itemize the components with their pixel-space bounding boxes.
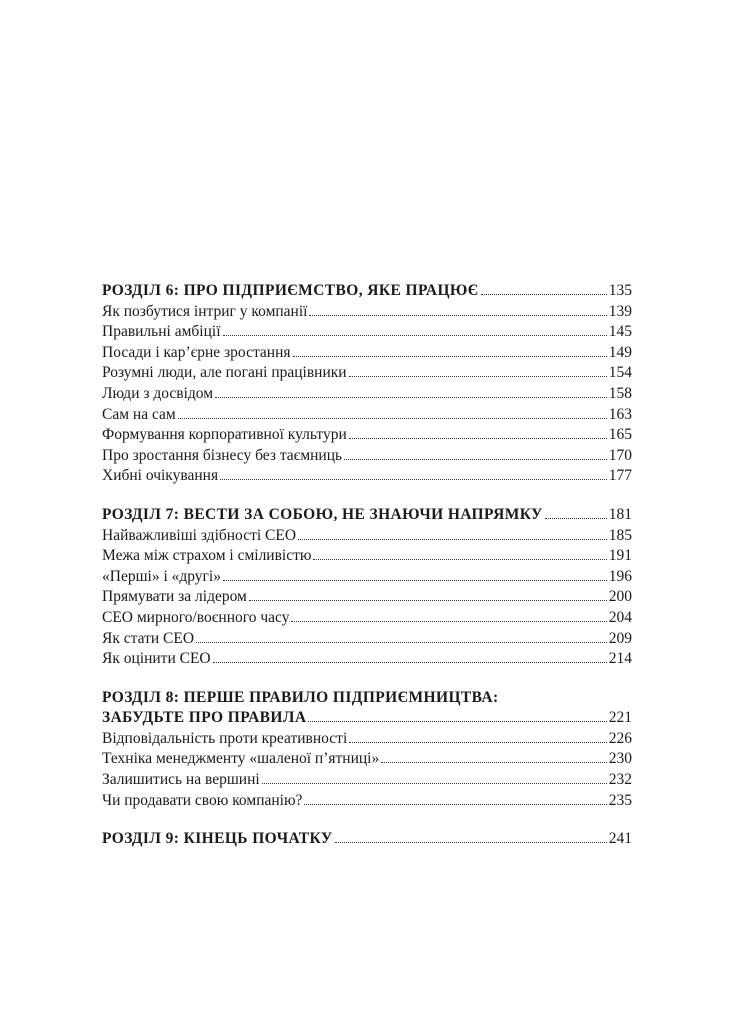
toc-entry[interactable] <box>102 770 632 791</box>
entry-title: Як позбутися інтриг у компанії <box>102 302 308 320</box>
page-number: 232 <box>608 771 632 789</box>
page-number: 185 <box>608 526 632 544</box>
page-number: 214 <box>608 650 632 668</box>
toc-entry[interactable] <box>102 729 632 750</box>
entry-title: Відповідальність проти креативності <box>102 729 348 747</box>
entry-title: Сам на сам <box>102 405 176 423</box>
toc-entry[interactable] <box>102 322 632 343</box>
page-number: 158 <box>608 384 632 402</box>
page-number: 221 <box>608 709 632 727</box>
toc-entry[interactable] <box>102 587 632 608</box>
dot-leader <box>344 459 607 460</box>
page-number: 135 <box>608 282 632 299</box>
entry-title: «Перші» і «другі» <box>102 567 221 585</box>
dot-leader <box>215 397 607 398</box>
chapter-heading[interactable] <box>102 708 632 729</box>
toc-entry[interactable] <box>102 343 632 364</box>
toc-entry[interactable] <box>102 791 632 812</box>
page-number: 191 <box>608 547 632 565</box>
toc-entry[interactable] <box>102 546 632 567</box>
toc-entry[interactable] <box>102 405 632 426</box>
dot-leader <box>178 418 607 419</box>
page-number: 145 <box>608 323 632 341</box>
page-number: 139 <box>608 302 632 320</box>
page-number: 165 <box>608 426 632 444</box>
chapter-heading[interactable] <box>102 829 632 850</box>
chapter-heading-line1[interactable] <box>102 688 632 709</box>
entry-title: Як оцінити CEO <box>102 650 211 668</box>
entry-title: Люди з досвідом <box>102 384 214 402</box>
dot-leader <box>349 742 607 743</box>
toc-entry[interactable] <box>102 608 632 629</box>
dot-leader <box>196 642 607 643</box>
toc-entry[interactable] <box>102 526 632 547</box>
chapter-title: РОЗДІЛ 7: ВЕСТИ ЗА СОБОЮ, НЕ ЗНАЮЧИ НАПРЯМКУ <box>102 505 543 523</box>
chapter-heading[interactable] <box>102 505 632 526</box>
dot-leader <box>481 294 607 295</box>
toc-entry[interactable] <box>102 363 632 384</box>
page-number: 209 <box>608 629 632 647</box>
dot-leader <box>291 621 606 622</box>
chapter-heading[interactable] <box>102 281 632 302</box>
entry-title: Посади і кар’єрне зростання <box>102 343 291 361</box>
chapter-title: РОЗДІЛ 9: КІНЕЦЬ ПОЧАТКУ <box>102 830 333 848</box>
page-number: 177 <box>608 467 632 485</box>
dot-leader <box>220 479 607 480</box>
page-number: 163 <box>608 405 632 423</box>
dot-leader <box>262 783 607 784</box>
dot-leader <box>313 559 606 560</box>
chapter-6 <box>102 281 632 487</box>
entry-title: Хибні очікування <box>102 467 219 485</box>
table-of-contents <box>102 281 632 868</box>
toc-entry[interactable] <box>102 384 632 405</box>
toc-entry[interactable] <box>102 425 632 446</box>
dot-leader <box>308 721 606 722</box>
dot-leader <box>381 762 607 763</box>
entry-title: Техніка менеджменту «шаленої п’ятниці» <box>102 750 380 768</box>
page-number: 241 <box>608 830 632 848</box>
page-number: 226 <box>608 729 632 747</box>
page-number: 149 <box>608 343 632 361</box>
toc-entry[interactable] <box>102 749 632 770</box>
dot-leader <box>304 804 606 805</box>
chapter-title: РОЗДІЛ 6: ПРО ПІДПРИЄМСТВО, ЯКЕ ПРАЦЮЄ <box>102 282 479 299</box>
entry-title: Залишитись на вершині <box>102 771 260 789</box>
toc-entry[interactable] <box>102 567 632 588</box>
dot-leader <box>249 600 607 601</box>
entry-title: Правильні амбіції <box>102 323 221 341</box>
entry-title: Прямувати за лідером <box>102 588 247 606</box>
page-number: 170 <box>608 446 632 464</box>
dot-leader <box>335 842 607 843</box>
entry-title: Розумні люди, але погані працівники <box>102 364 347 382</box>
chapter-7 <box>102 505 632 670</box>
entry-title: Межа між страхом і сміливістю <box>102 547 312 565</box>
dot-leader <box>213 662 607 663</box>
dot-leader <box>349 376 607 377</box>
dot-leader <box>545 518 607 519</box>
chapter-title-line1: РОЗДІЛ 8: ПЕРШЕ ПРАВИЛО ПІДПРИЄМНИЦТВА: <box>102 688 499 706</box>
chapter-9 <box>102 829 632 850</box>
page-number: 235 <box>608 791 632 809</box>
toc-entry[interactable] <box>102 629 632 650</box>
dot-leader <box>293 356 607 357</box>
dot-leader <box>349 438 607 439</box>
dot-leader <box>223 580 607 581</box>
entry-title: Формування корпоративної культури <box>102 426 347 444</box>
toc-entry[interactable] <box>102 649 632 670</box>
page-number: 204 <box>608 608 632 626</box>
chapter-8 <box>102 688 632 812</box>
entry-title: CEO мирного/воєнного часу <box>102 608 290 626</box>
page-number: 154 <box>608 364 632 382</box>
chapter-title: ЗАБУДЬТЕ ПРО ПРАВИЛА <box>102 709 307 727</box>
dot-leader <box>298 539 607 540</box>
entry-title: Найважливіші здібності CEO <box>102 526 297 544</box>
toc-entry[interactable] <box>102 302 632 323</box>
dot-leader <box>309 315 606 316</box>
dot-leader <box>223 335 607 336</box>
toc-entry[interactable] <box>102 466 632 487</box>
entry-title: Про зростання бізнесу без таємниць <box>102 446 343 464</box>
entry-title: Чи продавати свою компанію? <box>102 791 303 809</box>
page-number: 181 <box>608 505 632 523</box>
toc-entry[interactable] <box>102 446 632 467</box>
page-number: 230 <box>608 750 632 768</box>
entry-title: Як стати CEO <box>102 629 195 647</box>
page-number: 196 <box>608 567 632 585</box>
page-number: 200 <box>608 588 632 606</box>
